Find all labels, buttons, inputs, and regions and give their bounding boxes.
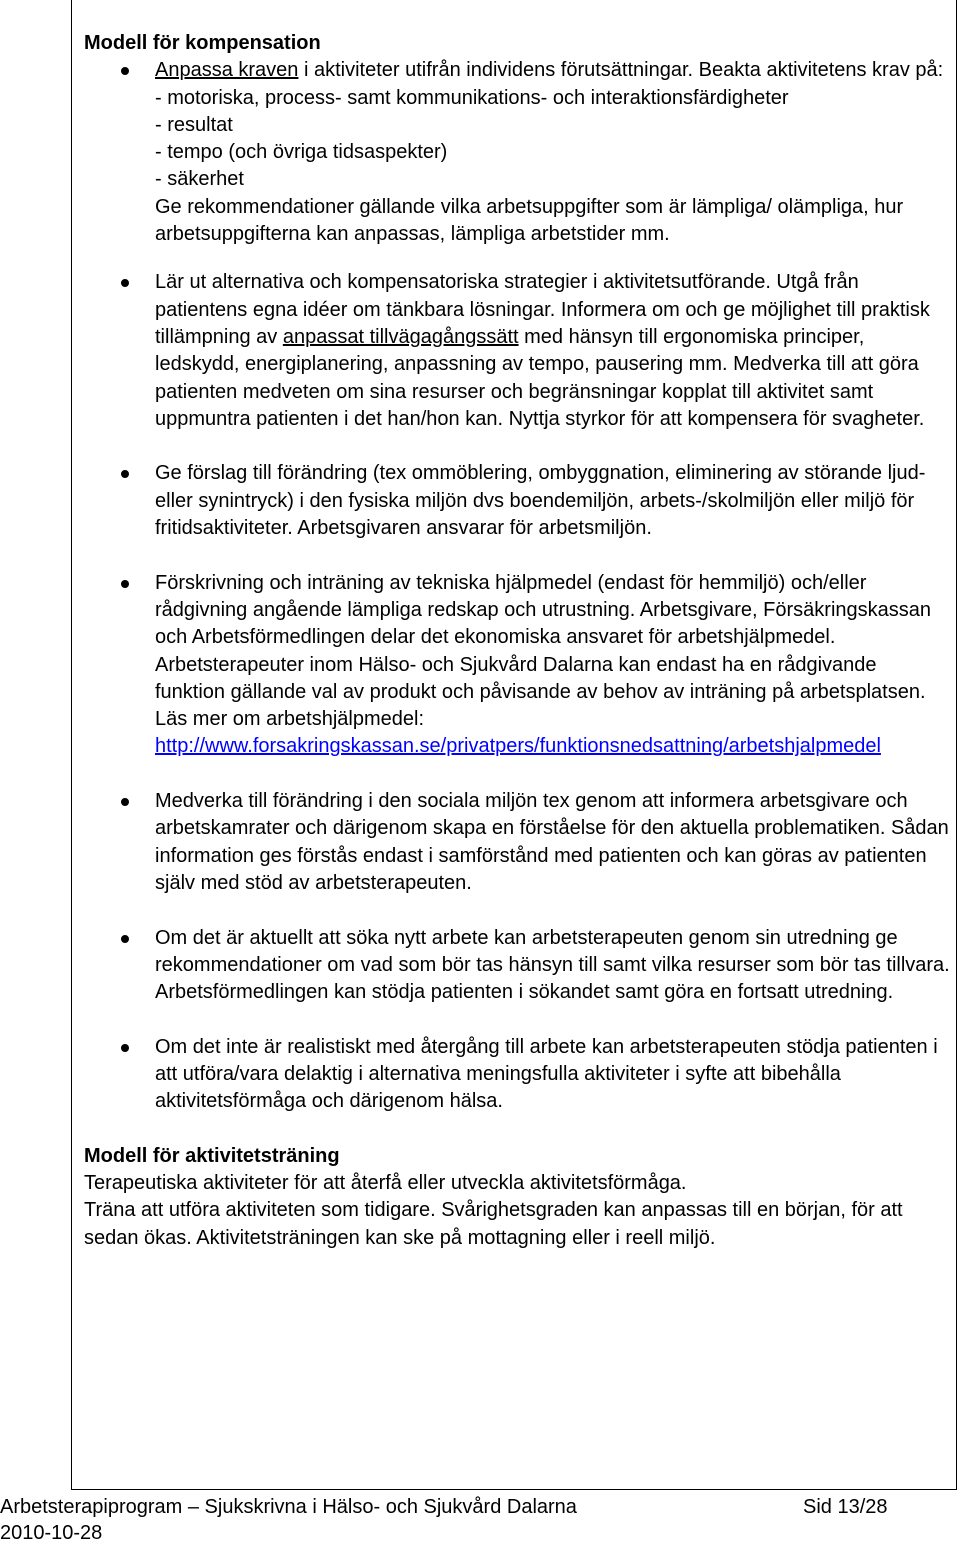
bullet-icon [121,580,129,588]
list-item-text: med hänsyn till ergonomiska principer, ledskydd, energiplanering, anpassning av tempo, pausering mm. Medverka till att göra patienten medveten om sina resurser och begränsningar kopplat till aktivitet samt uppmuntra patienten i det han/hon kan. Nyttja styrkor för att kompensera för svagheter. [155,325,925,430]
list-item [84,57,950,248]
list-item-text: Lär ut alternativa och kompensatoriska strategier i aktivitetsutförande. Utgå från patientens egna idéer om tänkbara lösningar. Informera om och ge möjlighet till praktisk tillämpning av [155,271,930,348]
bullet-icon [121,1044,129,1052]
list-item-text: Om det är aktuellt att söka nytt arbete kan arbetsterapeuten genom sin utredning ge rekommendationer om vad som bör tas hänsyn till samt vilka resurser som bör tas tillvara. Arbetsförmedlingen kan stödja patienten i sökandet samt göra en fortsatt utredning. [155,926,950,1004]
demand-line: - säkerhet [155,168,244,191]
recommendation-text: Ge rekommendationer gällande vilka arbetsuppgifter som är lämpliga/ olämpliga, hur arbetsuppgifterna kan anpassas, lämpliga arbetstider mm. [155,195,904,246]
bullet-icon [121,798,129,806]
section-heading-compensation: Modell för kompensation [84,32,321,54]
list-item [84,570,950,761]
list-item [84,269,950,433]
demand-line: - tempo (och övriga tidsaspekter) [155,141,448,164]
list-item [84,460,950,542]
section-heading-activity-training: Modell för aktivitetsträning [84,1144,340,1167]
page-number: Sid 13/28 [803,1496,888,1518]
list-item-text: i aktiviteter utifrån individens förutsättningar. Beakta aktivitetens krav på: [298,59,944,82]
bullet-icon [121,470,129,478]
list-item-text: Ge förslag till förändring (tex ommöblering, ombyggnation, eliminering av störande ljud- eller synintryck) i den fysiska miljön dvs boendemiljön, arbets-/skolmiljön eller miljö för fritidsaktiviteter. Arbetsgivaren ansvarar för arbetsmiljön. [155,462,926,540]
document-body [84,30,950,1252]
list-item-text: Om det inte är realistiskt med återgång till arbete kan arbetsterapeuten stödja patienten i att utföra/vara delaktig i alternativa meningsfulla aktiviteter i syfte att bibehålla aktivitetsförmåga och därigenom hälsa. [155,1035,938,1113]
demand-line: - motoriska, process- samt kommunikations- och interaktionsfärdigheter [155,86,789,109]
list-item-text: Medverka till förändring i den sociala miljön tex genom att informera arbetsgivare och arbetskamrater och därigenom skapa en förståelse för den aktuella problematiken. Sådan information ges förstås endast i samförstånd med patienten och kan göras av patienten själv med stöd av arbetsterapeuten. [155,790,949,894]
paragraph-text: Träna att utföra aktiviteten som tidigare. Svårighetsgraden kan anpassas till en början, för att sedan ökas. Aktivitetsträningen kan ske på mottagning eller i reell miljö. [84,1199,903,1249]
demand-line: - resultat [155,113,233,136]
footer-date: 2010-10-28 [0,1522,103,1544]
read-more-label: Läs mer om arbetshjälpmedel: [155,708,425,731]
list-item-text: Förskrivning och inträning av tekniska hjälpmedel (endast för hemmiljö) och/eller rådgivning angående lämpliga redskap och utrustning. Arbetsgivare, Försäkringskassan och Arbetsförmedlingen delar det ekonomiska ansvaret för arbetshjälpmedel. Arbetsterapeuter inom Hälso- och Sjukvård Dalarna kan endast ha en rådgivande funktion gällande val av produkt och påvisande av behov av inträning på arbetsplatsen. [155,571,932,703]
activity-training-section [84,1143,950,1252]
bullet-icon [121,67,129,75]
list-item [84,788,950,897]
forsakringskassan-link[interactable]: http://www.forsakringskassan.se/privatpers/funktionsnedsattning/arbetshjalpmedel [155,735,881,758]
list-item [84,925,950,1007]
compensation-list [84,57,950,1115]
adapt-demands-link[interactable]: Anpassa kraven [155,59,299,82]
footer-title: Arbetsterapiprogram – Sjukskrivna i Hälso- och Sjukvård Dalarna [0,1496,577,1518]
list-item [84,1034,950,1116]
bullet-icon [121,935,129,943]
paragraph-text: Terapeutiska aktiviteter för att återfå eller utveckla aktivitetsförmåga. [84,1172,687,1195]
adapted-approach-link[interactable]: anpassat tillvägagångssätt [282,325,519,348]
bullet-icon [121,279,129,287]
